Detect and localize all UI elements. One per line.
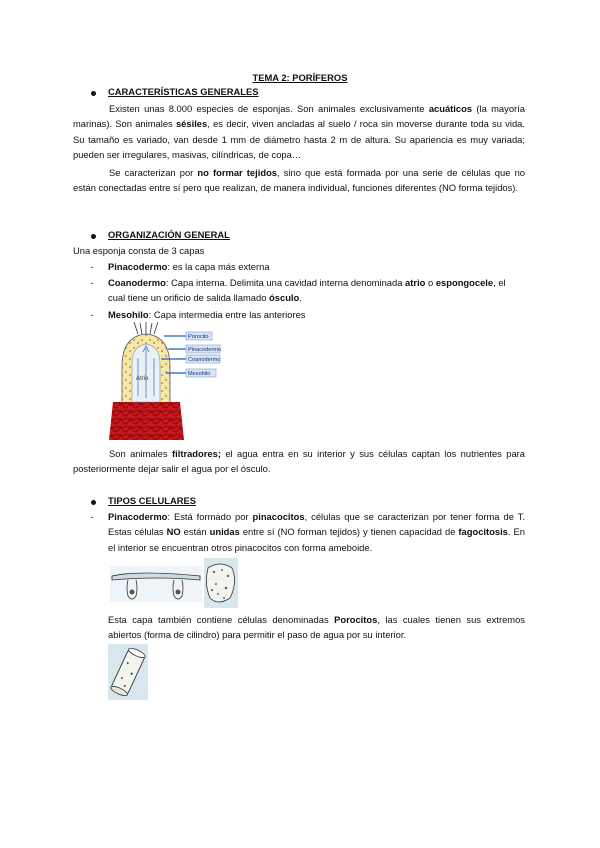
organization-intro: Una esponja consta de 3 capas (73, 245, 205, 256)
heading-general: CARACTERÍSTICAS GENERALES (108, 86, 259, 97)
bullet (91, 500, 96, 505)
page-title: TEMA 2: PORÍFEROS (252, 72, 348, 83)
pinacocyte-diagram (108, 558, 238, 608)
osculum-bristles (134, 322, 158, 334)
heading-organization: ORGANIZACIÓN GENERAL (108, 229, 230, 240)
porocyte-diagram (108, 644, 148, 700)
label-porocito: Porocito (188, 334, 209, 340)
label-coanodermo: Coanodermo (188, 357, 221, 363)
sponge-diagram (108, 322, 226, 440)
heading-cell-types: TIPOS CELULARES (108, 495, 197, 506)
bullet (91, 91, 96, 96)
paragraph-general-1: Existen unas 8.000 especies de esponjas. Son animales exclusivamente acuáticos (la mayoría marinas). Son animales sésiles, es decir, viven ancladas al suelo / roca sin moverse durante toda su vida. Su tamaño es variado, van desde 1 mm de diámetro hasta 2 m de altura. Su apariencia es muy variada; pueden ser irregulares, masivas, cilíndricas, de copa… (73, 103, 525, 161)
paragraph-porocitos: Esta capa también contiene células denominadas Porocitos, las cuales tienen sus extremos abiertos (forma de cilindro) para permitir el paso de agua por su interior. (108, 614, 525, 641)
label-mesohilo: Mesohilo (188, 371, 211, 377)
list-item-pinacodermo-cells: Pinacodermo: Está formado por pinacocitos, células que se caracterizan por tener forma de T. Estas células NO están unidas entre sí (NO forman tejidos) y tienen capacidad de fagocitosis. En el interior se encuentran otros pinacocitos con forma ameboide. (108, 511, 525, 553)
list-item-coanodermo: Coanodermo: Capa interna. Delimita una cavidad interna denominada atrio o espongocele, el cual tiene un orificio de salida llamado ósculo. (108, 277, 506, 304)
paragraph-general-2: Se caracterizan por no formar tejidos, sino que está formada por una serie de células que no están conectadas entre sí pero que realizan, de manera individual, funciones diferentes (NO forma tejidos). (73, 167, 525, 194)
label-pinacodermo: Pinacodermo (188, 347, 221, 353)
substrate-cells (109, 402, 184, 440)
bullet (91, 234, 96, 239)
list-dash: - (90, 309, 94, 320)
paragraph-filtradores: Son animales filtradores; el agua entra en su interior y sus células captan los nutrientes para posteriormente dejar salir el agua por el ósculo. (73, 448, 525, 475)
list-dash: - (90, 261, 94, 272)
list-dash: - (90, 277, 94, 288)
amoeboid-pinacocyte (206, 564, 234, 602)
list-dash: - (90, 511, 94, 522)
atrium-label: Atrio (136, 376, 149, 382)
list-item-pinacodermo: Pinacodermo: es la capa más externa (108, 261, 270, 272)
list-item-mesohilo: Mesohilo: Capa intermedia entre las anteriores (108, 309, 306, 320)
